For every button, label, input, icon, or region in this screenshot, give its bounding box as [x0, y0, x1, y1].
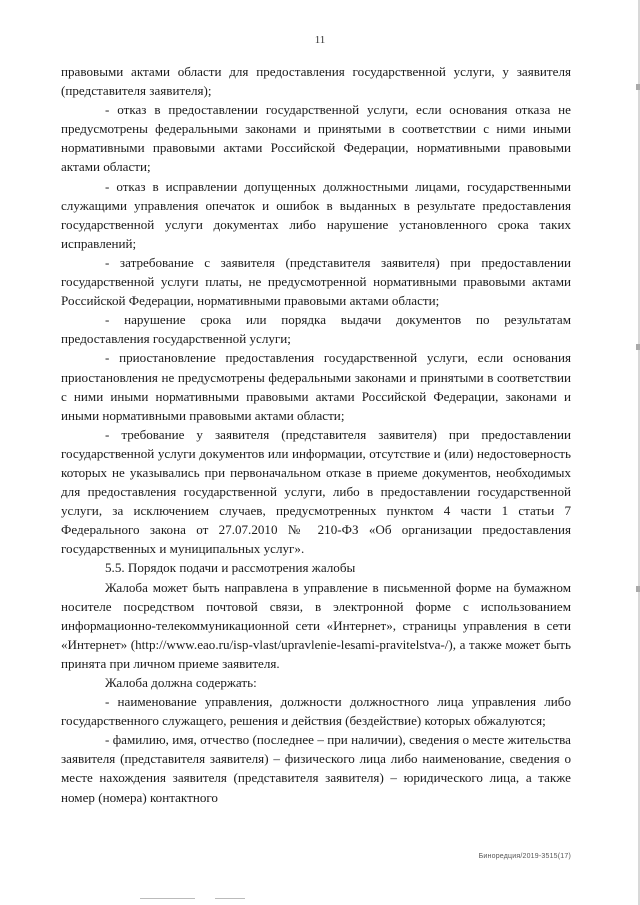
paragraph: Жалоба может быть направлена в управление в письменной форме на бумажном носителе посредством почтовой связи, в электронной форме с использованием информационно-телекоммуникационной сети «Интернет», страницы управления в сети «Интернет» (http://www.eao.ru/isp-vlast/upravlenie-lesami-pravitelstva-/), а также может быть принята при личном приеме заявителя. [61, 579, 571, 671]
paragraph: - отказ в исправлении допущенных должностными лицами, государственными служащими управления опечаток и ошибок в выданных в результате предоставления государственной услуги документах либо нарушение установленного срока таких исправлений; [61, 178, 571, 251]
paragraph: правовыми актами области для предоставления государственной услуги, у заявителя (представителя заявителя); [61, 64, 571, 99]
scan-artifact [636, 84, 640, 90]
paragraph: - наименование управления, должности должностного лица управления либо государственного служащего, решения и действия (бездействие) которых обжалуются; [61, 694, 571, 729]
document-footer-code: Биноредция/2019-3515(17) [478, 853, 571, 860]
page-number: 11 [314, 34, 326, 46]
scan-artifact [636, 586, 640, 592]
paragraph: - отказ в предоставлении государственной услуги, если основания отказа не предусмотрены федеральными законами и принятыми в соответствии с ними иными нормативными правовыми актами Российской Федерации, нормативными правовыми актами области; [61, 102, 571, 175]
document-body [61, 62, 571, 807]
scan-bottom-line [140, 898, 195, 899]
scan-bottom-line [215, 898, 245, 899]
paragraph: - фамилию, имя, отчество (последнее – при наличии), сведения о месте жительства заявителя (представителя заявителя) – физического лица либо наименование, сведения о месте нахождения заявителя (представителя заявителя) – юридического лица, а также номер (номера) контактного [61, 732, 571, 805]
paragraph: - требование у заявителя (представителя заявителя) при предоставлении государственной услуги документов или информации, отсутствие и (или) недостоверность которых не указывались при первоначальном отказе в приеме документов, необходимых для предоставления государственной услуги, либо в предоставлении государственной услуги, за исключением случаев, предусмотренных пунктом 4 части 1 статьи 7 Федерального закона от 27.07.2010 № 210-ФЗ «Об организации предоставления государственных и муниципальных услуг». [61, 426, 571, 557]
paragraph: - затребование с заявителя (представителя заявителя) при предоставлении государственной услуги платы, не предусмотренной нормативными правовыми актами Российской Федерации, нормативными правовыми актами области; [61, 254, 571, 309]
paragraph: 5.5. Порядок подачи и рассмотрения жалобы [105, 560, 356, 576]
paragraph: - приостановление предоставления государственной услуги, если основания приостановления не предусмотрены федеральными законами и принятыми в соответствии с ними иными нормативными правовыми актами Российской Федерации, законами и иными нормативными правовыми актами области; [61, 350, 571, 423]
paragraph: - нарушение срока или порядка выдачи документов по результатам предоставления государственной услуги; [61, 312, 571, 347]
paragraph: Жалоба должна содержать: [105, 675, 257, 690]
scan-artifact [636, 344, 640, 350]
